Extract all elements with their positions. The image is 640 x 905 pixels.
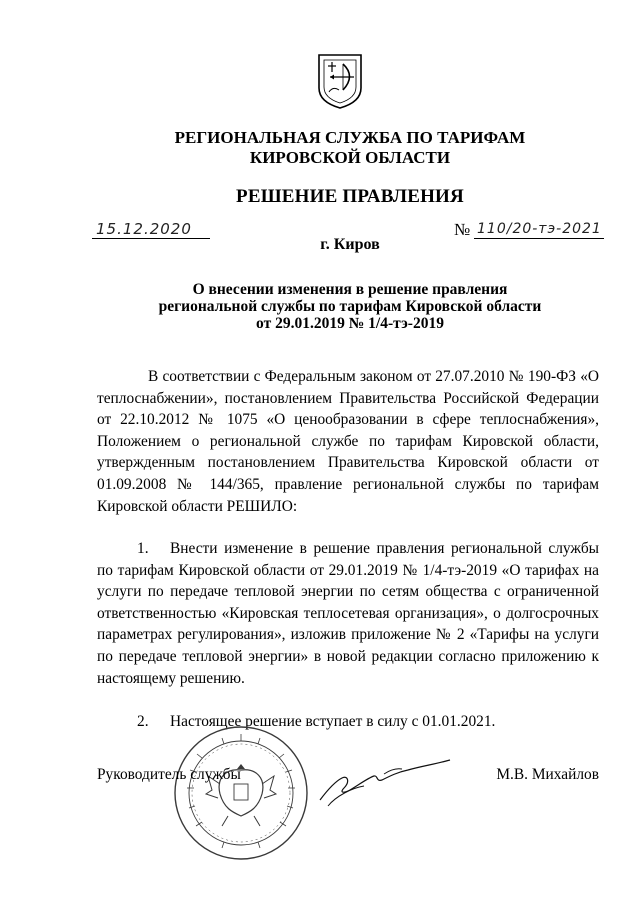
item-2-number: 2. [137,713,149,730]
official-stamp [172,724,310,862]
item-1-text: Внести изменение в решение правления региональной службы по тарифам Кировской области от 29.01.2019 № 1/4-тэ-2019 «О тарифах на услуги по передаче тепловой энергии по сетям общества с ограниченной ответственностью «Кировская теплосетевая организация», о долгосрочных параметрах регулирования», изложив приложение № 2 «Тарифы на услуги по передаче тепловой энергии» в новой редакции согласно приложению к настоящему решению. [97,540,599,687]
item-1-number: 1. [137,540,149,557]
org-name-line1: РЕГИОНАЛЬНАЯ СЛУЖБА ПО ТАРИФАМ [174,128,526,147]
subject-line1: О внесении изменения в решение правления [192,281,508,298]
handwritten-signature [312,752,454,808]
handwritten-number: 110/20-тэ-2021 [477,221,602,237]
item-1 [97,538,599,689]
org-name-line2: КИРОВСКОЙ ОБЛАСТИ [249,148,451,167]
city: г. Киров [320,236,380,253]
signatory-role: Руководитель службы [97,766,241,783]
coat-of-arms-icon [316,52,364,110]
subject-line2: региональной службы по тарифам Кировской области [158,298,542,315]
number-label: № [454,220,471,239]
preamble-paragraph: В соответствии с Федеральным законом от 27.07.2010 № 190-ФЗ «О теплоснабжении», постановлением Правительства Российской Федерации от 22.10.2012 № 1075 «О ценообразовании в сфере теплоснабжения», Положением о региональной службе по тарифам Кировской области, утвержденным постановлением Правительства Кировской области от 01.09.2008 № 144/365, правление региональной службы по тарифам Кировской области РЕШИЛО: [97,368,599,515]
signatory-name: М.В. Михайлов [496,766,599,783]
document-title: РЕШЕНИЕ ПРАВЛЕНИЯ [236,186,464,207]
subject-heading [130,281,570,332]
item-2-text: Настоящее решение вступает в силу с 01.01.2021. [170,713,496,730]
subject-line3: от 29.01.2019 № 1/4-тэ-2019 [256,315,444,332]
handwritten-date: 15.12.2020 [96,220,192,238]
